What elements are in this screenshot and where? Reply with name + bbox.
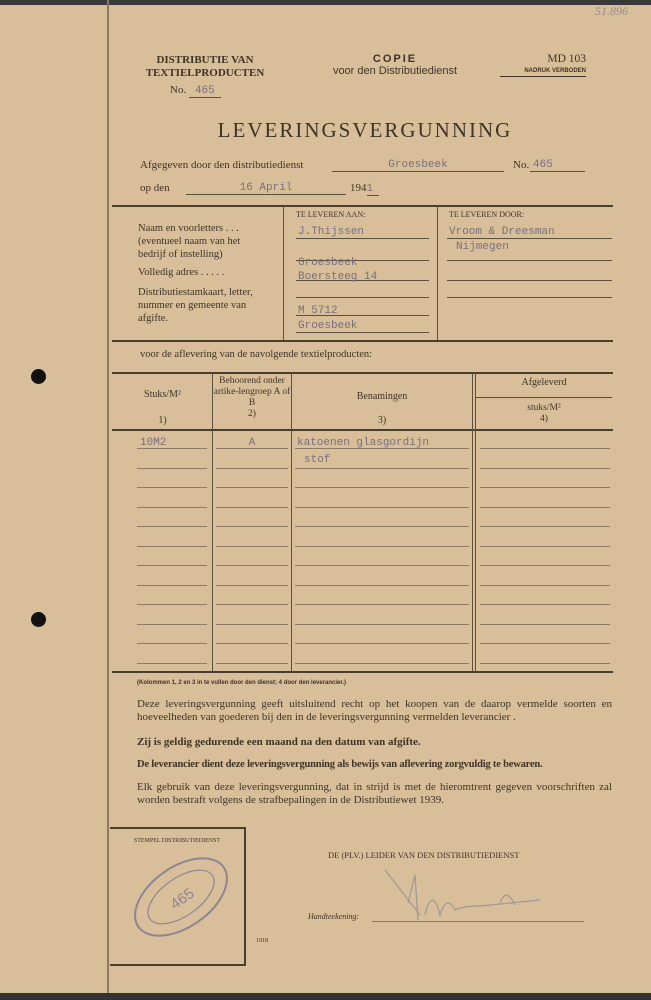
table-rule-line (216, 468, 288, 469)
recipient-city: Groesbeek (298, 257, 358, 269)
punch-hole (31, 612, 46, 627)
year-field (350, 182, 379, 195)
table-rule-line (295, 507, 469, 508)
issued-no-value: 465 (533, 159, 553, 171)
table-rule-line (295, 663, 469, 664)
table-rule-line (137, 468, 207, 469)
scan-edge-top (0, 0, 651, 5)
table-rule-line (137, 643, 207, 644)
table-rule-line (216, 507, 288, 508)
table-rule-line (480, 624, 610, 625)
row-qty: 10M2 (140, 437, 167, 449)
punch-hole (31, 369, 46, 384)
table-rule-line (480, 643, 610, 644)
reprint-notice: NADRUK VERBODEN (500, 68, 586, 77)
table-rule-line (295, 468, 469, 469)
table-rule-line (480, 585, 610, 586)
table-rule-line (216, 624, 288, 625)
table-rule-line (480, 565, 610, 566)
table-rule-line (480, 448, 610, 449)
table-rule-line (295, 565, 469, 566)
row-group: A (248, 437, 256, 449)
signature-scribble-icon (380, 865, 570, 925)
label-name-note2: bedrijf of instelling) (138, 249, 223, 260)
penalty-paragraph: Elk gebruik van deze leveringsvergunning, dat in strijd is met de hieromtrent gegeven voorschriften zal worden bestraft volgens de strafbepalingen in de Distributiewet 1939. (137, 781, 612, 806)
form-code: MD 103 (547, 53, 586, 65)
table-rule-line (480, 663, 610, 664)
table-rule-line (137, 487, 207, 488)
table-rule-line (137, 604, 207, 605)
table-rule-line (216, 526, 288, 527)
table-rule-line (137, 507, 207, 508)
table-rule-line (216, 585, 288, 586)
table-rule-line (137, 526, 207, 527)
table-rule-line (137, 663, 207, 664)
label-card1: Distributiestamkaart, letter, (138, 287, 253, 298)
supplier-name: Vroom & Dreesman (449, 226, 555, 238)
issuer-heading (135, 54, 275, 80)
party-labels (138, 222, 274, 325)
issued-by-label: Afgegeven door den distributiedienst (140, 159, 304, 171)
table-rule-line (295, 526, 469, 527)
margin-fold-line (107, 0, 109, 1000)
col-qty-number: 1) (158, 415, 167, 426)
table-rule-line (216, 487, 288, 488)
column-note: (Kolommen 1, 2 en 3 in te vullen door den dienst; 4 door den leverancier.) (137, 680, 347, 686)
archive-mark: 51.896 (595, 4, 628, 18)
stamp-label: STEMPEL DISTRIBUTIEDIENST (133, 838, 221, 844)
table-rule-line (137, 546, 207, 547)
no-value: 465 (189, 85, 221, 98)
table-rule-line (295, 643, 469, 644)
no-label: No. (170, 84, 187, 96)
table-rule-line (137, 565, 207, 566)
issued-by-value: Groesbeek (388, 159, 448, 171)
table-rule-line (295, 487, 469, 488)
table-rule-line (480, 507, 610, 508)
document-title: LEVERINGSVERGUNNING (217, 118, 513, 142)
print-code: 1918 (256, 938, 268, 944)
col-qty-label: Stuks/M² (144, 389, 181, 400)
label-name: Naam en voorletters . . . (138, 223, 239, 234)
supplier-city: Nijmegen (456, 241, 509, 253)
col-group-label: Behoorend onder artike-lengroep A of B (213, 376, 291, 408)
recipient-card: M 5712 (298, 305, 338, 317)
validity-paragraph: Zij is geldig gedurende een maand na den datum van afgifte. (137, 736, 421, 748)
label-card2: nummer en gemeente van (138, 300, 247, 311)
table-rule-line (216, 663, 288, 664)
table-rule-line (137, 624, 207, 625)
recipient-card-city: Groesbeek (298, 320, 358, 332)
form-code-block (500, 53, 586, 77)
col-delivered-number: 4) (540, 414, 548, 424)
signatory-title: DE (PLV.) LEIDER VAN DEN DISTRIBUTIEDIENST (328, 850, 520, 860)
table-rule-line (216, 546, 288, 547)
issued-no-label: No. (513, 159, 530, 171)
rights-paragraph: Deze leveringsvergunning geeft uitsluitend recht op het koopen van de daarop vermelde soorten en hoeveelheden van goederen bij den in de leveringsvergunning vermelden leverancier . (137, 698, 612, 723)
date-label: op den (140, 182, 170, 194)
issuer-line1: DISTRIBUTIE VAN (156, 54, 254, 66)
table-rule-line (480, 468, 610, 469)
col-qty-header (113, 388, 212, 427)
col-delivered-header: Afgeleverd (521, 377, 567, 388)
deliver-by-header: TE LEVEREN DOOR: (449, 210, 525, 219)
table-rule-line (216, 565, 288, 566)
row-name: katoenen glasgordijn (297, 437, 430, 449)
issuer-line2: TEXTIELPRODUCTEN (145, 67, 265, 79)
col-delivered-sub (476, 403, 612, 425)
table-rule-line (295, 604, 469, 605)
col-group-header (213, 376, 291, 420)
table-rule-line (137, 585, 207, 586)
row-name-cont: stof (304, 454, 331, 466)
label-address: Volledig adres . . . . . (138, 267, 225, 278)
stamp-seal-icon (126, 849, 236, 944)
col-name-number: 3) (377, 415, 387, 426)
year-prefix: 194 (350, 182, 367, 194)
table-rule-line (216, 643, 288, 644)
header-number (170, 84, 221, 97)
table-rule-line (295, 546, 469, 547)
table-rule-line (216, 604, 288, 605)
year-suffix: 1 (367, 183, 380, 196)
col-name-header (292, 390, 472, 427)
scan-edge-bottom (0, 993, 651, 1000)
recipient-address: Boersteeg 14 (298, 271, 378, 283)
deliver-to-header: TE LEVEREN AAN: (296, 210, 366, 219)
keep-paragraph: De leverancier dient deze leveringsvergunning als bewijs van aflevering zorgvuldig te bewaren. (137, 759, 543, 770)
date-value: 16 April (239, 182, 293, 194)
col-name-label: Benamingen (356, 391, 408, 402)
copy-label: COPIE (372, 53, 418, 65)
copy-subtitle: voor den Distributiedienst (332, 65, 458, 77)
signature-label: Handteekening: (308, 912, 360, 921)
recipient-name: J.Thijssen (298, 226, 365, 238)
stamp-number: 465 (167, 884, 198, 914)
col-delivered-unit: stuks/M² (527, 403, 561, 413)
products-intro: voor de aflevering van de navolgende textielproducten: (140, 349, 373, 360)
table-rule-line (295, 624, 469, 625)
stamp-box (110, 827, 246, 966)
table-rule-line (480, 604, 610, 605)
label-card3: afgifte. (138, 313, 169, 324)
table-rule-line (480, 487, 610, 488)
col-group-number: 2) (248, 409, 256, 419)
table-rule-line (480, 546, 610, 547)
table-rule-line (480, 526, 610, 527)
label-name-note1: (eventueel naam van het (138, 236, 241, 247)
table-rule-line (295, 585, 469, 586)
copy-heading (300, 53, 490, 77)
